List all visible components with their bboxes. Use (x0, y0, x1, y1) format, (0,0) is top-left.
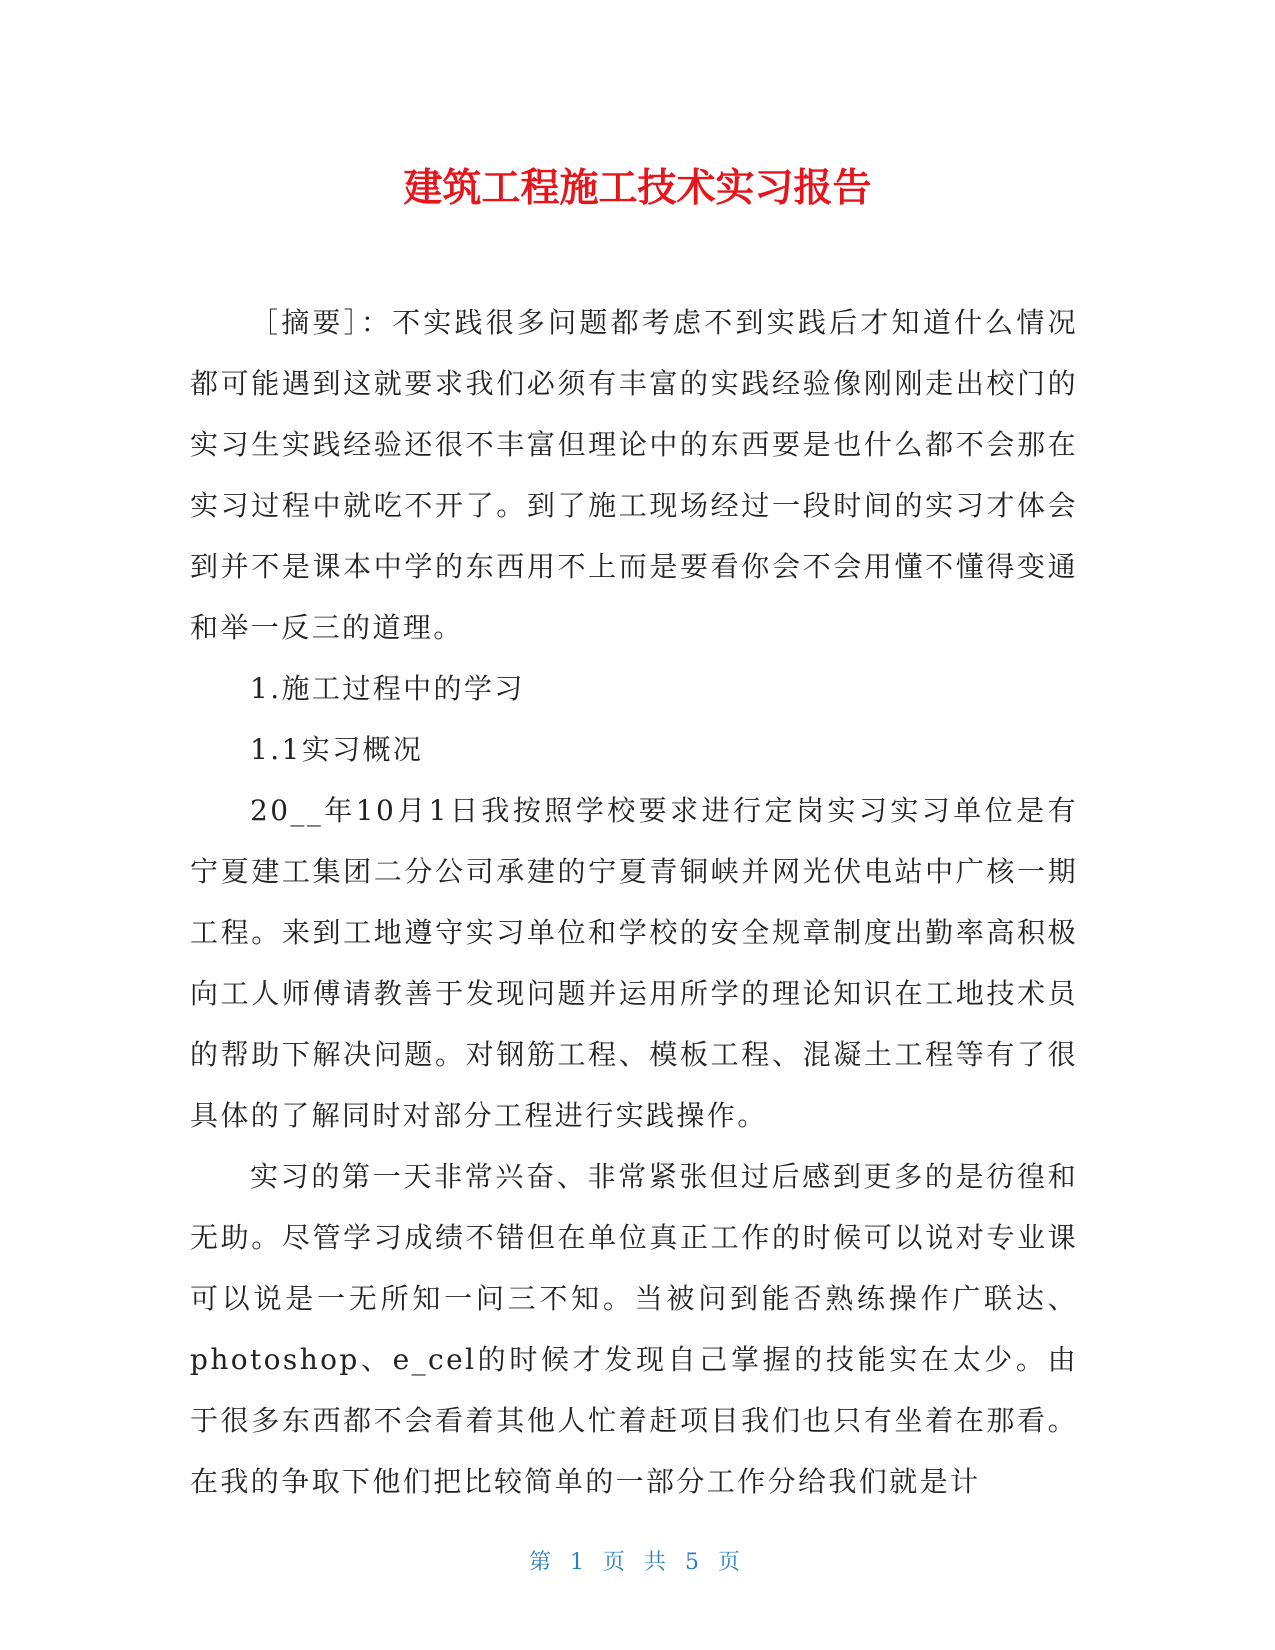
body-paragraph: 20__年10月1日我按照学校要求进行定岗实习实习单位是有宁夏建工集团二分公司承建的宁夏青铜峡并网光伏电站中广核一期工程。来到工地遵守实习单位和学校的安全规章制度出勤率高积极向工人师傅请教善于发现问题并运用所学的理论知识在工地技术员的帮助下解决问题。对钢筋工程、模板工程、混凝土工程等有了很具体的了解同时对部分工程进行实践操作。 (190, 794, 1078, 1132)
body-paragraph: 实习的第一天非常兴奋、非常紧张但过后感到更多的是彷徨和无助。尽管学习成绩不错但在单位真正工作的时候可以说对专业课可以说是一无所知一问三不知。当被问到能否熟练操作广联达、photoshop、e_cel的时候才发现自己掌握的技能实在太少。由于很多东西都不会看着其他人忙着赶项目我们也只有坐着在那看。在我的争取下他们把比较简单的一部分工作分给我们就是计 (190, 1160, 1078, 1498)
subsection-heading: 1.1实习概况 (250, 733, 424, 766)
abstract-paragraph: ［摘要］：不实践很多问题都考虑不到实践后才知道什么情况都可能遇到这就要求我们必须有丰富的实践经验像刚刚走出校门的实习生实践经验还很不丰富但理论中的东西要是也什么都不会那在实习过程中就吃不开了。到了施工现场经过一段时间的实习才体会到并不是课本中学的东西用不上而是要看你会不会用懂不懂得变通和举一反三的道理。 (190, 306, 1078, 644)
section-heading: 1.施工过程中的学习 (250, 672, 525, 705)
page-number-footer: 第 1 页 共 5 页 (529, 1550, 746, 1575)
document-title: 建筑工程施工技术实习报告 (403, 166, 872, 211)
document-body (190, 292, 1078, 1512)
